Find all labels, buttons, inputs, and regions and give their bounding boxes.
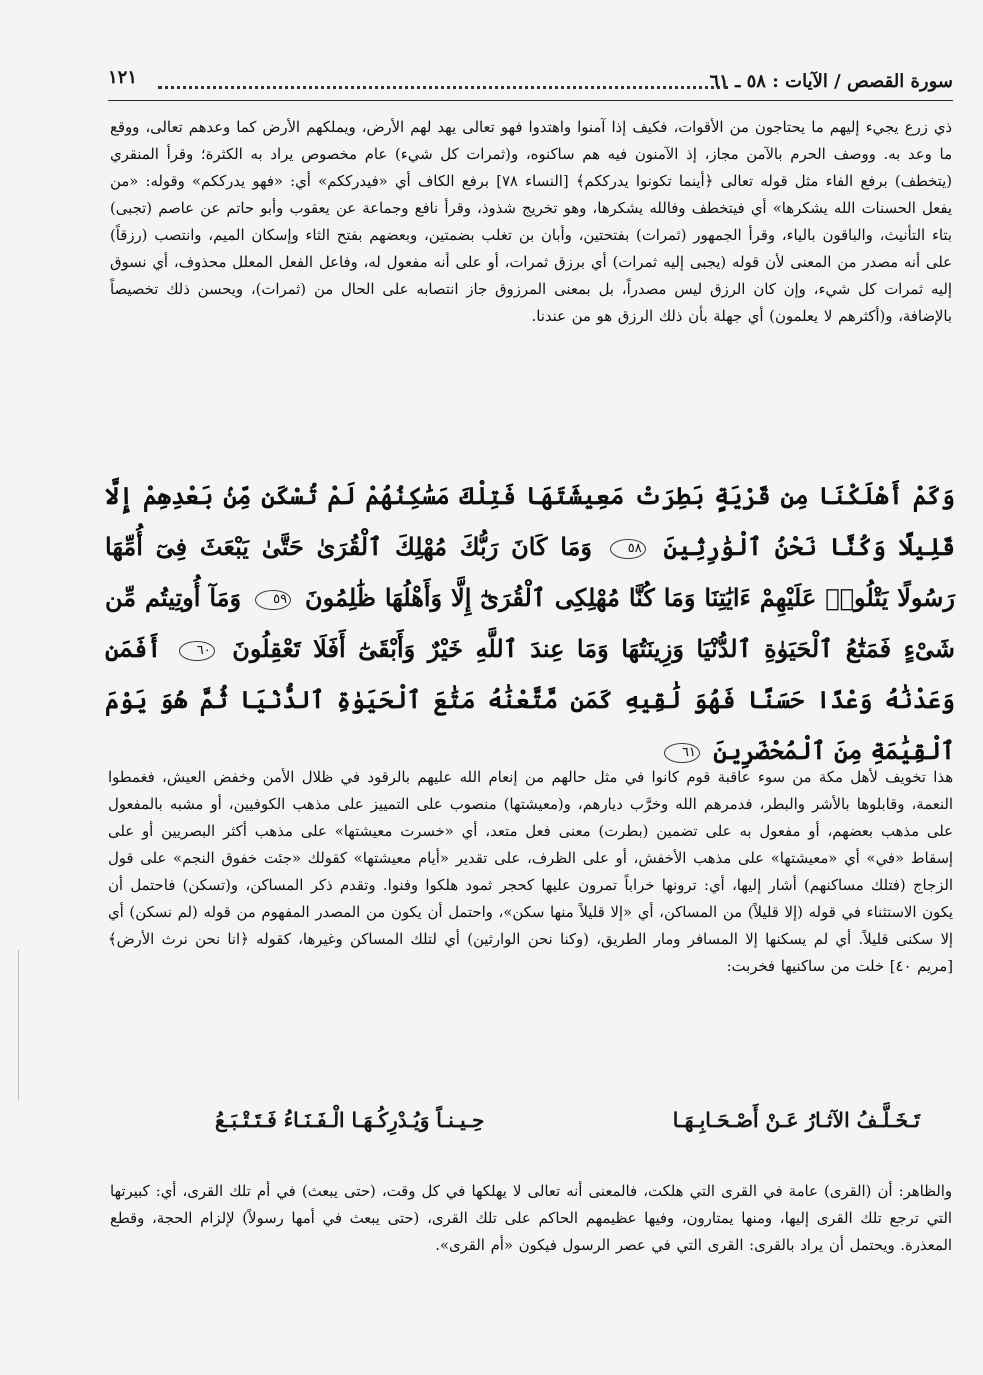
poem-first-half: تَـخَـلَّـفُ الآثـارُ عَـنْ أَصْـحَـابِـهَـا xyxy=(672,1108,920,1132)
quran-verse-60-text: وَمَآ أُوتِيتُم مِّن شَىْءٍ فَمَتَٰعُ ٱلْحَيَوٰةِ ٱلدُّنْيَا وَزِينَتُهَا وَمَا عِندَ ٱللَّهِ خَيْرٌ وَأَبْقَىٰٓ أَفَلَا تَعْقِلُونَ xyxy=(105,583,956,663)
commentary-paragraph: ذي زرع يجيء إليهم ما يحتاجون من الأقوات، فكيف إذا آمنوا واهتدوا فهو تعالى يهد لهم الأرض، ويملكهم الأرض كما وعدهم تعالى، ووقع ما وعد به. ووصف الحرم بالآمن مجاز، إذ الآمنون فيه هم ساكنوه، و(ثمرات كل شيء) عام مخصوص يراد به الكثرة؛ وقرأ المنقري (يتخطف) برفع الفاء مثل قوله تعالى ﴿أينما تكونوا يدرككم﴾ [النساء ٧٨] برفع الكاف أي «فيدرككم» أي: «فهو يدرككم» وقوله: «من يفعل الحسنات الله يشكرها» أي فيتخطف وفالله يشكرها، وهو تخريج شذوذ، وقرأ نافع وجماعة عن يعقوب وأبو حاتم عن عاصم (تجبى) بتاء التأنيث، والباقون بالياء، وقرأ الجمهور (ثمرات) بفتحتين، وأبان بن تغلب بضمتين، وبعضهم بفتح الثاء وإسكان الميم، وانتصب (رزقاً) على أنه مصدر من المعنى لأن قوله (يجبى إليه ثمرات) أي برزق ثمرات، أو على أنه مفعول له، وفاعل الفعل المعلل محذوف، أي نسوق إليه ثمرات كل شيء، وإن كان الرزق ليس مصدراً، بل بمعنى المرزوق جاز انتصابه على الحال من (ثمرات)، ويحسن ذلك تخصيصاً بالإضافة، و(أكثرهم لا يعلمون) أي جهلة بأن ذلك الرزق هو من عندنا. xyxy=(110,119,952,325)
ayah-number-59: ٥٩ xyxy=(255,590,291,610)
page-number: ١٢١ xyxy=(108,67,138,88)
ayah-number-61: ٦١ xyxy=(664,743,700,763)
quran-verses-block xyxy=(105,470,956,765)
ayah-number-58: ٥٨ xyxy=(610,539,646,559)
running-title: سورة القصص / الآيات : ٥٨ ـ ٦١ xyxy=(709,71,953,92)
closing-paragraph: والظاهر: أن (القرى) عامة في القرى التي هلكت، فالمعنى أنه تعالى لا يهلكها في كل وقت، (حتى يبعث) في أم تلك القرى، أي: كبيرتها التي ترجع تلك القرى إليها، ومنها يمتارون، وفيها عظيمهم الحاكم على تلك القرى، (حتى يبعث في أمها رسولاً) لإلزام الحجة، وقطع المعذرة. ويحتمل أن يراد بالقرى: القرى التي في عصر الرسول فيكون «أم القرى». xyxy=(110,1183,952,1254)
header-dotted-leader xyxy=(158,74,728,89)
ayah-number-60: ٦٠ xyxy=(179,641,215,661)
page-header xyxy=(108,60,953,101)
explanation-paragraph: هذا تخويف لأهل مكة من سوء عاقبة قوم كانوا في مثل حالهم من إنعام الله عليهم بالرقود في ظلال الأمن وخفض العيش، فغمطوا النعمة، وقابلوها بالأشر والبطر، فدمرهم الله وخرَّب ديارهم، و(معيشتها) منصوب على التمييز على مذهب الكوفيين، أو مشبه بالمفعول على مذهب بعضهم، أو مفعول به على تضمين (بطرت) معنى فعل متعد، أي «خسرت معيشتها» على مذهب أكثر البصريين أو على إسقاط «في» أي «معيشتها» على مذهب الأخفش، أو على الظرف، على تقدير «أيام معيشتها» كقولك «جئت خفوق النجم» على قول الزجاج (فتلك مساكنهم) أشار إليها، أي: ترونها خراباً تمرون عليها كحجر ثمود هلكوا وفنوا. وتقدم ذكر المساكن، و(تسكن) فاحتمل أن يكون الاستثناء في قوله (إلا قليلاً) من المساكن، أي «إلا قليلاً منها سكن»، واحتمل أن يكون من المصدر المفهوم من قوله (لم نسكن) أي إلا سكنى قليلاً. أي لم يسكنها إلا المسافر ومار الطريق، (وكنا نحن الوارثين) أي لتلك المساكن وغيرها، كقوله ﴿انا نحن نرث الأرض﴾ [مريم ٤٠] خلت من ساكنيها فخربت: xyxy=(108,769,953,975)
quran-verse-61-text: أَفَمَن وَعَدْنَٰهُ وَعْدًا حَسَنًا فَهُوَ لَٰقِيهِ كَمَن مَّتَّعْنَٰهُ مَتَٰعَ ٱلْحَيَوٰةِ ٱلدُّنْيَا ثُمَّ هُوَ يَوْمَ ٱلْقِيَٰمَةِ مِنَ ٱلْمُحْضَرِينَ xyxy=(105,634,955,765)
poem-second-half: حِـيـنـاً وَيُـدْرِكُـهَـا الْـفَـنَـاءُ فَـتَـتْـبَـعُ xyxy=(215,1108,485,1132)
quran-verse-59-text: وَمَا كَانَ رَبُّكَ مُهْلِكَ ٱلْقُرَىٰ حَتَّىٰ يَبْعَثَ فِىٓ أُمِّهَا رَسُولًا يَتْلُوا۟ عَلَيْهِمْ ءَايَٰتِنَا وَمَا كُنَّا مُهْلِكِى ٱلْقُرَىٰٓ إِلَّا وَأَهْلُهَا ظَٰلِمُونَ xyxy=(105,532,956,612)
quran-verse-58-text: وَكَمْ أَهْلَكْنَا مِن قَرْيَةٍ بَطِرَتْ مَعِيشَتَهَا فَتِلْكَ مَسَٰكِنُهُمْ لَمْ تُسْكَن مِّنۢ بَعْدِهِمْ إِلَّا قَلِيلًا وَكُنَّا نَحْنُ ٱلْوَٰرِثِينَ xyxy=(105,481,955,561)
poetry-line xyxy=(215,1104,920,1139)
scan-margin-line xyxy=(18,950,19,1100)
